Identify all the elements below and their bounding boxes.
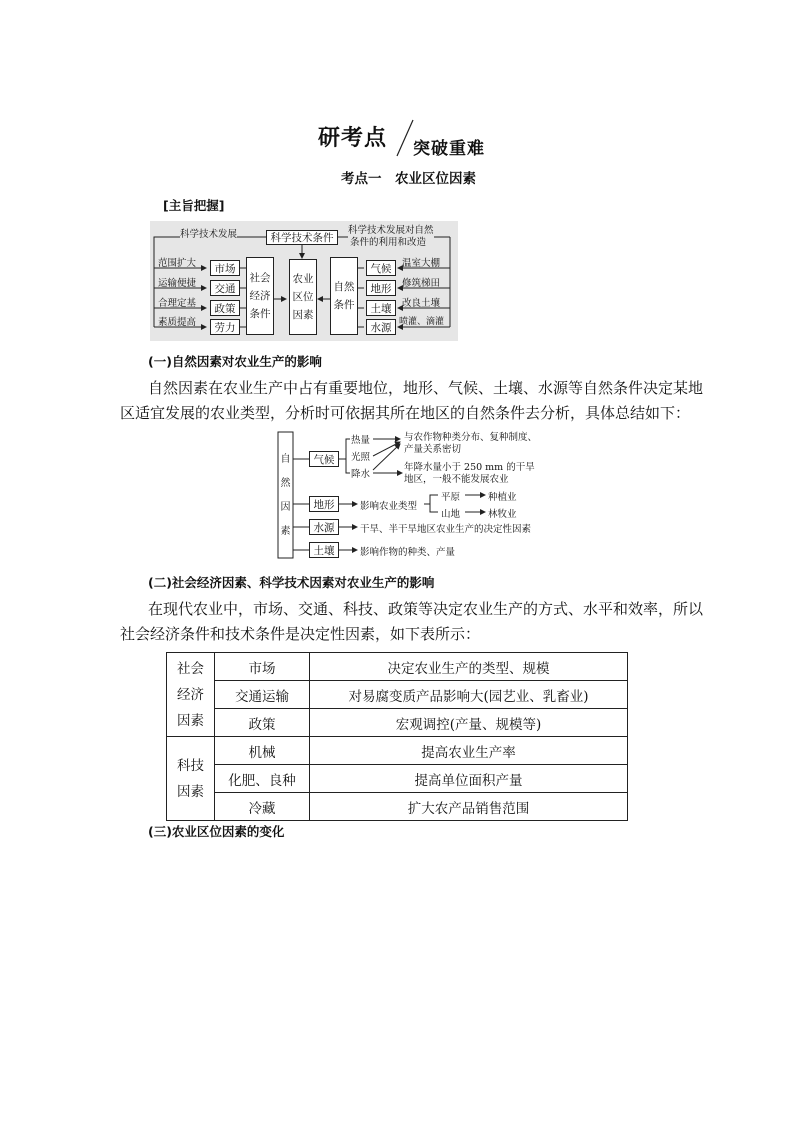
zhuzhi-label: [主旨把握] xyxy=(163,198,225,213)
d2-light: 光照 xyxy=(351,452,371,463)
d2-plain-use: 种植业 xyxy=(488,492,517,503)
section-title: 考点一 农业区位因素 xyxy=(341,171,476,187)
d1-right-label-4: 喷灌、滴灌 xyxy=(399,317,445,327)
table-cell-effect: 提高单位面积产量 xyxy=(310,765,628,793)
d1-right-label-2: 修筑梯田 xyxy=(402,278,441,289)
diagram-natural-factors xyxy=(276,430,566,562)
part2-para-line2: 社会经济条件和技术条件是决定性因素，如下表所示： xyxy=(120,625,481,643)
d1-natural-item-soil: 土壤 xyxy=(366,300,396,316)
table-row xyxy=(167,765,628,793)
table-cell-factor: 化肥、良种 xyxy=(215,765,310,793)
d1-left-label-2: 运输便捷 xyxy=(158,278,197,289)
d1-social-box-3: 条件 xyxy=(249,308,271,320)
table-group-social-2: 经济 xyxy=(177,686,204,703)
page-title-sub: 突破重难 xyxy=(413,139,485,159)
d1-center-box xyxy=(289,259,317,335)
part2-heading: (二)社会经济因素、科学技术因素对农业生产的影响 xyxy=(148,575,435,590)
d2-climate-box: 气候 xyxy=(309,451,339,467)
part1-para-line1: 自然因素在农业生产中占有重要地位，地形、气候、土壤、水源等自然条件决定某地 xyxy=(148,379,704,397)
d1-social-item-market: 市场 xyxy=(210,260,240,276)
d1-natural-box-2: 条件 xyxy=(333,299,355,311)
table-cell-effect: 对易腐变质产品影响大(园艺业、乳畜业) xyxy=(310,681,628,709)
d1-science-box: 科学技术条件 xyxy=(266,230,338,245)
d1-natural-item-terrain: 地形 xyxy=(366,280,396,296)
d1-center-box-2: 区位 xyxy=(292,291,314,303)
diagram-agri-location xyxy=(150,221,458,341)
d2-side-1: 自 xyxy=(280,454,291,465)
d2-rain-effect-1: 年降水量小于 250 mm 的干旱 xyxy=(404,462,535,473)
table-group-tech-1: 科技 xyxy=(177,757,204,774)
table-group-tech-2: 因素 xyxy=(177,783,204,800)
page-title-main: 研考点 xyxy=(318,126,388,151)
d1-center-box-3: 因素 xyxy=(292,309,314,321)
table-cell-effect: 宏观调控(产量、规模等) xyxy=(310,709,628,737)
d1-top-right-1: 科学技术发展对自然 xyxy=(348,225,434,236)
part2-para-line1: 在现代农业中，市场、交通、科技、政策等决定农业生产的方式、水平和效率，所以 xyxy=(148,600,704,618)
table-row xyxy=(167,709,628,737)
table-row xyxy=(167,737,628,765)
table-row xyxy=(167,653,628,681)
d1-social-item-labor: 劳力 xyxy=(210,319,240,335)
d1-top-left: 科学技术发展 xyxy=(180,226,237,240)
factors-table xyxy=(166,652,628,821)
d2-mountain-use: 林牧业 xyxy=(488,509,517,520)
part1-para-line2: 区适宜发展的农业类型，分析时可依据其所在地区的自然条件去分析，具体总结如下： xyxy=(120,404,691,422)
part1-heading: (一)自然因素对农业生产的影响 xyxy=(148,354,322,369)
d1-center-box-1: 农业 xyxy=(292,273,314,285)
d1-social-box xyxy=(246,257,274,335)
d2-water-box: 水源 xyxy=(309,519,339,535)
d1-natural-box xyxy=(330,257,358,335)
part3-heading: (三)农业区位因素的变化 xyxy=(148,824,285,839)
d1-left-label-3: 合理定基 xyxy=(158,298,197,309)
d1-natural-item-climate: 气候 xyxy=(366,260,396,276)
table-cell-factor: 市场 xyxy=(215,653,310,681)
d1-natural-item-water: 水源 xyxy=(366,319,396,335)
d1-right-label-3: 改良土壤 xyxy=(402,298,441,309)
d1-top-right xyxy=(348,225,434,249)
table-row xyxy=(167,681,628,709)
d2-terrain-box: 地形 xyxy=(309,496,339,512)
d2-side-2: 然 xyxy=(280,478,291,489)
table-cell-factor: 机械 xyxy=(215,737,310,765)
d1-right-label-1: 温室大棚 xyxy=(402,258,441,269)
table-group-social xyxy=(167,653,215,737)
title-slash xyxy=(395,118,415,158)
table-cell-effect: 决定农业生产的类型、规模 xyxy=(310,653,628,681)
d2-water-effect: 干旱、半干旱地区农业生产的决定性因素 xyxy=(360,524,532,535)
d2-rain-effect xyxy=(404,462,535,486)
d2-climate-effect-2: 产量关系密切 xyxy=(404,444,462,455)
d2-terrain-effect: 影响农业类型 xyxy=(360,501,418,512)
d2-soil-box: 土壤 xyxy=(309,542,339,558)
d1-natural-box-1: 自然 xyxy=(333,281,355,293)
d2-side-4: 素 xyxy=(280,526,291,537)
table-cell-factor: 冷藏 xyxy=(215,793,310,821)
d1-social-box-2: 经济 xyxy=(249,290,271,302)
d1-left-label-4: 素质提高 xyxy=(158,317,197,328)
d1-left-label-1: 范围扩大 xyxy=(158,258,197,269)
d2-soil-effect: 影响作物的种类、产量 xyxy=(360,547,456,558)
table-group-tech xyxy=(167,737,215,821)
table-cell-factor: 政策 xyxy=(215,709,310,737)
d2-climate-effect-1: 与农作物种类分布、复种制度、 xyxy=(404,432,538,443)
d2-side-label xyxy=(280,448,291,544)
table-cell-effect: 扩大农产品销售范围 xyxy=(310,793,628,821)
table-group-social-1: 社会 xyxy=(177,660,204,677)
d1-social-item-transport: 交通 xyxy=(210,280,240,296)
table-row xyxy=(167,793,628,821)
d1-top-right-2: 条件的利用和改造 xyxy=(350,237,427,248)
table-cell-effect: 提高农业生产率 xyxy=(310,737,628,765)
table-cell-factor: 交通运输 xyxy=(215,681,310,709)
d2-heat: 热量 xyxy=(351,435,371,446)
d1-social-item-policy: 政策 xyxy=(210,300,240,316)
d2-side-3: 因 xyxy=(280,502,291,513)
d2-climate-effect xyxy=(404,432,537,456)
d1-social-box-1: 社会 xyxy=(249,272,271,284)
d2-plain: 平原 xyxy=(441,492,461,503)
d2-mountain: 山地 xyxy=(441,509,461,520)
d2-rain: 降水 xyxy=(351,469,371,480)
d2-rain-effect-2: 地区，一般不能发展农业 xyxy=(404,474,509,485)
table-group-social-3: 因素 xyxy=(177,712,204,729)
